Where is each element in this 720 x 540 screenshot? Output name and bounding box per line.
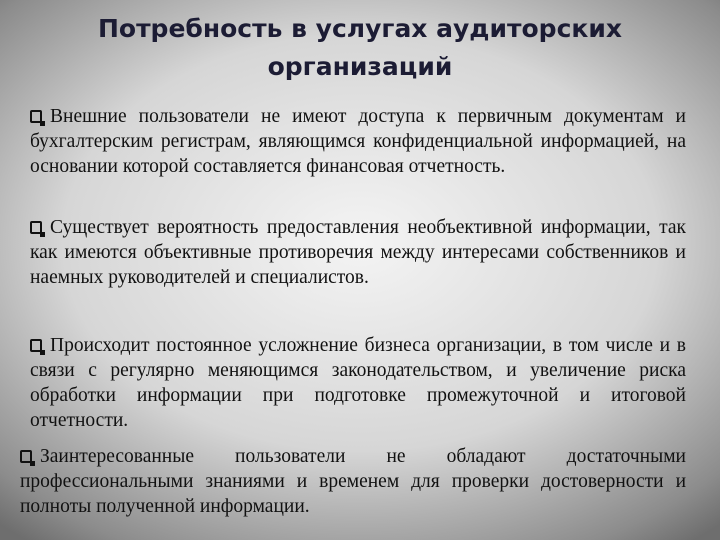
bullet-text: Заинтересованные пользователи не обладают достаточными профессиональными знаниями и временем для проверки достоверности и полноты полученной информации.	[20, 446, 686, 517]
bullet-text: Существует вероятность предоставления необъективной информации, так как имеются объективные противоречия между интересами собственников и наемных руководителей и специалистов.	[30, 217, 686, 288]
bullet-item	[20, 444, 686, 519]
square-bullet-icon	[20, 450, 32, 463]
bullet-item	[30, 215, 686, 290]
square-bullet-icon	[30, 110, 42, 123]
bullet-item	[30, 104, 686, 179]
bullet-text: Внешние пользователи не имеют доступа к первичным документам и бухгалтерским регистрам, являющимся конфиденциальной информацией, на основании которой составляется финансовая отчетность.	[30, 106, 686, 177]
square-bullet-icon	[30, 339, 42, 352]
bullet-item	[30, 333, 686, 433]
slide-title: Потребность в услугах аудиторских организаций	[97, 14, 623, 81]
bullet-text: Происходит постоянное усложнение бизнеса организации, в том числе и в связи с регулярно меняющимся законодательством, и увеличение риска обработки информации при подготовке промежуточной и итоговой отчетности.	[30, 335, 686, 431]
square-bullet-icon	[30, 221, 42, 234]
